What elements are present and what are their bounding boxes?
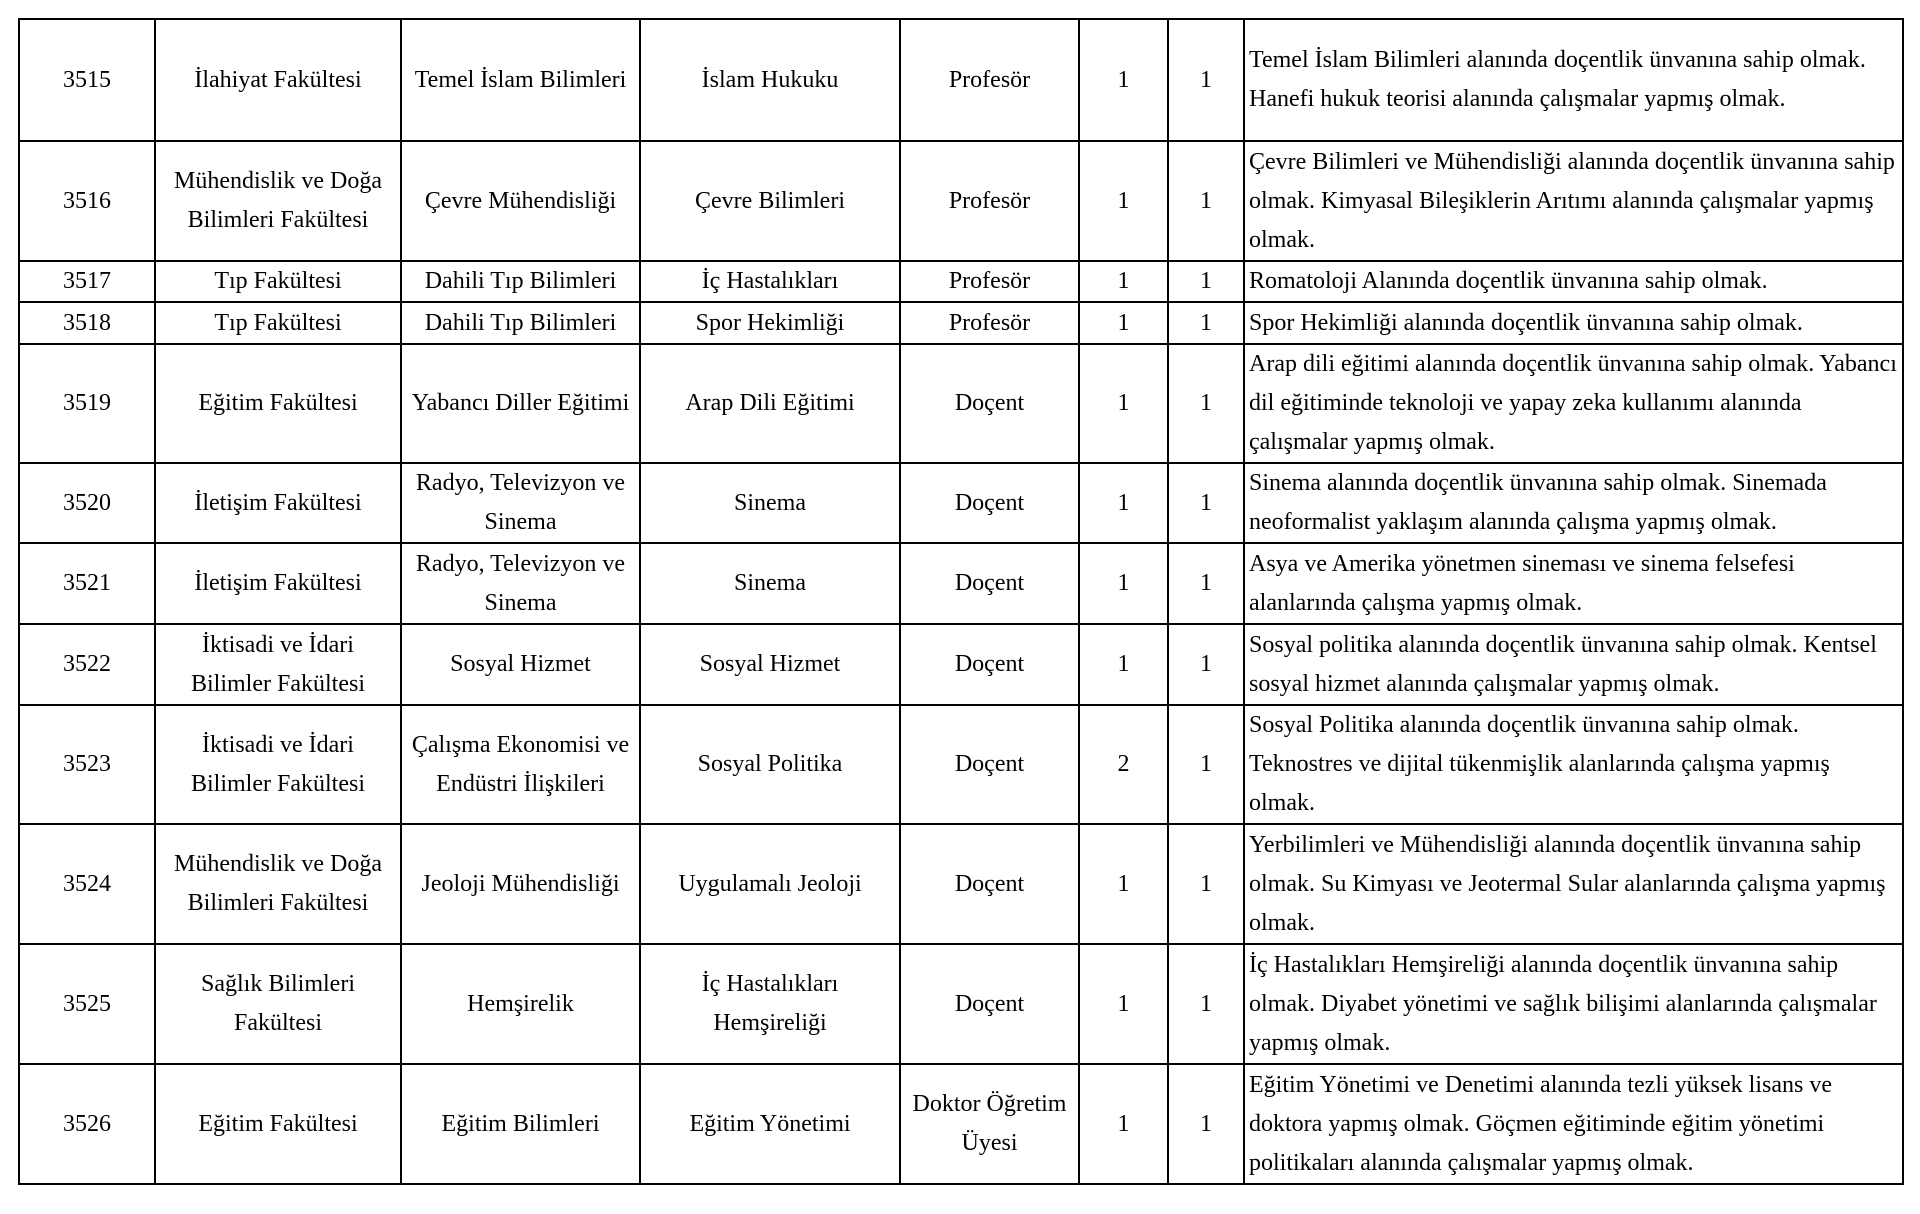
cell-count: 1	[1079, 824, 1168, 944]
cell-faculty: Eğitim Fakültesi	[155, 1064, 401, 1184]
cell-field: Sinema	[640, 463, 900, 543]
cell-faculty: İktisadi ve İdari Bilimler Fakültesi	[155, 624, 401, 705]
cell-degree: 1	[1168, 944, 1244, 1064]
cell-degree: 1	[1168, 19, 1244, 141]
cell-no: 3525	[19, 944, 155, 1064]
cell-title: Doçent	[900, 624, 1079, 705]
table-row	[19, 705, 1903, 824]
cell-requirement: Romatoloji Alanında doçentlik ünvanına sahip olmak.	[1244, 261, 1903, 302]
cell-no: 3526	[19, 1064, 155, 1184]
cell-field: Arap Dili Eğitimi	[640, 344, 900, 463]
cell-title: Profesör	[900, 302, 1079, 344]
cell-field: Çevre Bilimleri	[640, 141, 900, 261]
cell-requirement: Asya ve Amerika yönetmen sineması ve sinema felsefesi alanlarında çalışma yapmış olmak.	[1244, 543, 1903, 624]
cell-count: 1	[1079, 141, 1168, 261]
cell-field: Eğitim Yönetimi	[640, 1064, 900, 1184]
cell-faculty: İlahiyat Fakültesi	[155, 19, 401, 141]
cell-faculty: Tıp Fakültesi	[155, 261, 401, 302]
cell-field: Sosyal Hizmet	[640, 624, 900, 705]
cell-department: Radyo, Televizyon ve Sinema	[401, 543, 640, 624]
cell-title: Doçent	[900, 543, 1079, 624]
cell-degree: 1	[1168, 261, 1244, 302]
cell-requirement: Spor Hekimliği alanında doçentlik ünvanına sahip olmak.	[1244, 302, 1903, 344]
cell-no: 3522	[19, 624, 155, 705]
cell-requirement: Sinema alanında doçentlik ünvanına sahip olmak. Sinemada neoformalist yaklaşım alanında çalışma yapmış olmak.	[1244, 463, 1903, 543]
cell-count: 1	[1079, 261, 1168, 302]
cell-degree: 1	[1168, 141, 1244, 261]
cell-title: Doçent	[900, 344, 1079, 463]
cell-no: 3520	[19, 463, 155, 543]
cell-field: Sinema	[640, 543, 900, 624]
cell-field: Spor Hekimliği	[640, 302, 900, 344]
cell-no: 3523	[19, 705, 155, 824]
table-row	[19, 624, 1903, 705]
cell-requirement: Eğitim Yönetimi ve Denetimi alanında tezli yüksek lisans ve doktora yapmış olmak. Göçmen eğitiminde eğitim yönetimi politikaları alanında çalışmalar yapmış olmak.	[1244, 1064, 1903, 1184]
cell-no: 3516	[19, 141, 155, 261]
cell-title: Profesör	[900, 19, 1079, 141]
cell-degree: 1	[1168, 705, 1244, 824]
cell-department: Çalışma Ekonomisi ve Endüstri İlişkileri	[401, 705, 640, 824]
cell-degree: 1	[1168, 302, 1244, 344]
cell-department: Dahili Tıp Bilimleri	[401, 302, 640, 344]
cell-faculty: İletişim Fakültesi	[155, 463, 401, 543]
cell-requirement: Sosyal Politika alanında doçentlik ünvanına sahip olmak. Teknostres ve dijital tükenmişlik alanlarında çalışma yapmış olmak.	[1244, 705, 1903, 824]
cell-no: 3515	[19, 19, 155, 141]
cell-title: Doçent	[900, 944, 1079, 1064]
cell-requirement: Çevre Bilimleri ve Mühendisliği alanında doçentlik ünvanına sahip olmak. Kimyasal Bileşiklerin Arıtımı alanında çalışmalar yapmış olmak.	[1244, 141, 1903, 261]
cell-field: Uygulamalı Jeoloji	[640, 824, 900, 944]
cell-count: 1	[1079, 624, 1168, 705]
cell-title: Profesör	[900, 141, 1079, 261]
cell-title: Doçent	[900, 463, 1079, 543]
table-row	[19, 302, 1903, 344]
cell-count: 1	[1079, 19, 1168, 141]
cell-department: Yabancı Diller Eğitimi	[401, 344, 640, 463]
table-row	[19, 261, 1903, 302]
cell-department: Hemşirelik	[401, 944, 640, 1064]
cell-degree: 1	[1168, 624, 1244, 705]
cell-count: 1	[1079, 1064, 1168, 1184]
table-row	[19, 543, 1903, 624]
cell-department: Eğitim Bilimleri	[401, 1064, 640, 1184]
cell-requirement: Sosyal politika alanında doçentlik ünvanına sahip olmak. Kentsel sosyal hizmet alanında çalışmalar yapmış olmak.	[1244, 624, 1903, 705]
cell-department: Çevre Mühendisliği	[401, 141, 640, 261]
cell-no: 3521	[19, 543, 155, 624]
cell-requirement: Temel İslam Bilimleri alanında doçentlik ünvanına sahip olmak. Hanefi hukuk teorisi alanında çalışmalar yapmış olmak.	[1244, 19, 1903, 141]
cell-department: Jeoloji Mühendisliği	[401, 824, 640, 944]
cell-field: İç Hastalıkları	[640, 261, 900, 302]
cell-faculty: Tıp Fakültesi	[155, 302, 401, 344]
cell-requirement: Arap dili eğitimi alanında doçentlik ünvanına sahip olmak. Yabancı dil eğitiminde teknoloji ve yapay zeka kullanımı alanında çalışmalar yapmış olmak.	[1244, 344, 1903, 463]
cell-field: Sosyal Politika	[640, 705, 900, 824]
cell-degree: 1	[1168, 824, 1244, 944]
table-row	[19, 141, 1903, 261]
cell-count: 1	[1079, 344, 1168, 463]
cell-faculty: Eğitim Fakültesi	[155, 344, 401, 463]
cell-department: Dahili Tıp Bilimleri	[401, 261, 640, 302]
cell-field: İslam Hukuku	[640, 19, 900, 141]
cell-count: 2	[1079, 705, 1168, 824]
cell-requirement: İç Hastalıkları Hemşireliği alanında doçentlik ünvanına sahip olmak. Diyabet yönetimi ve sağlık bilişimi alanlarında çalışmalar yapmış olmak.	[1244, 944, 1903, 1064]
cell-no: 3517	[19, 261, 155, 302]
cell-requirement: Yerbilimleri ve Mühendisliği alanında doçentlik ünvanına sahip olmak. Su Kimyası ve Jeotermal Sular alanlarında çalışma yapmış olmak.	[1244, 824, 1903, 944]
cell-degree: 1	[1168, 344, 1244, 463]
cell-faculty: Mühendislik ve Doğa Bilimleri Fakültesi	[155, 141, 401, 261]
cell-no: 3518	[19, 302, 155, 344]
table-row	[19, 1064, 1903, 1184]
cell-count: 1	[1079, 302, 1168, 344]
cell-faculty: Sağlık Bilimleri Fakültesi	[155, 944, 401, 1064]
cell-no: 3524	[19, 824, 155, 944]
cell-title: Doktor Öğretim Üyesi	[900, 1064, 1079, 1184]
cell-department: Sosyal Hizmet	[401, 624, 640, 705]
table-row	[19, 944, 1903, 1064]
cell-department: Radyo, Televizyon ve Sinema	[401, 463, 640, 543]
cell-count: 1	[1079, 463, 1168, 543]
cell-title: Profesör	[900, 261, 1079, 302]
cell-faculty: Mühendislik ve Doğa Bilimleri Fakültesi	[155, 824, 401, 944]
cell-faculty: İktisadi ve İdari Bilimler Fakültesi	[155, 705, 401, 824]
cell-title: Doçent	[900, 824, 1079, 944]
cell-no: 3519	[19, 344, 155, 463]
positions-table	[18, 18, 1904, 1185]
cell-field: İç Hastalıkları Hemşireliği	[640, 944, 900, 1064]
table-row	[19, 824, 1903, 944]
cell-count: 1	[1079, 543, 1168, 624]
cell-degree: 1	[1168, 463, 1244, 543]
cell-faculty: İletişim Fakültesi	[155, 543, 401, 624]
table-row	[19, 463, 1903, 543]
cell-count: 1	[1079, 944, 1168, 1064]
cell-department: Temel İslam Bilimleri	[401, 19, 640, 141]
table-row	[19, 344, 1903, 463]
table-row	[19, 19, 1903, 141]
cell-degree: 1	[1168, 1064, 1244, 1184]
cell-degree: 1	[1168, 543, 1244, 624]
cell-title: Doçent	[900, 705, 1079, 824]
